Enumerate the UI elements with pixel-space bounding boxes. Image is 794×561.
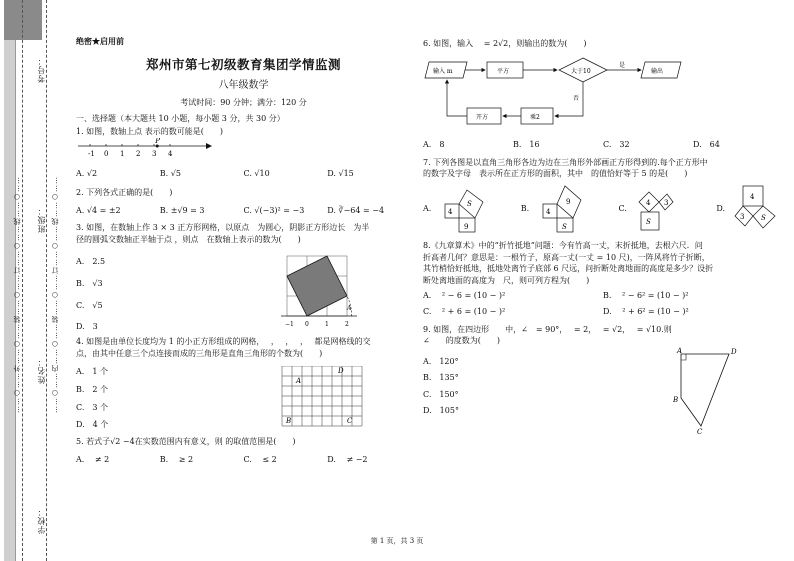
q3-option-a[interactable]: A. 2.5 [76, 257, 106, 267]
question-1 [76, 126, 411, 179]
q6-square-text: 平方 [497, 67, 510, 75]
q8-option-d[interactable]: D. ² + 6² = (10 − )² [603, 306, 689, 316]
q7d-s: S [760, 213, 766, 222]
q7-option-a-label: A. [423, 204, 432, 214]
question-8 [423, 240, 783, 318]
q4-options [76, 362, 108, 430]
q1-option-c[interactable]: C. √10 [243, 168, 270, 178]
q3-stem-2: 径的圆弧交数轴正半轴于点 ，则点 在数轴上表示的数为( ) [76, 234, 301, 244]
q3-tick-label: 1 [325, 321, 329, 329]
section-heading: 一、选择题（本大题共 10 小题，每小题 3 分，共 30 分） [76, 113, 285, 123]
q9-option-c[interactable]: C. 150° [423, 389, 459, 399]
q4-label-d: D [338, 367, 344, 376]
q9-label-a: A [677, 346, 683, 355]
page-title: 郑州市第七初级教育集团学情监测 [145, 56, 341, 72]
q7-stem-2: 的数字及字母 表示所在正方形的面积，其中 的值恰好等于 5 的是( ) [423, 169, 688, 179]
exam-info: 考试时间：90 分钟；满分：120 分 [180, 98, 307, 108]
q6-input-text: 输入 m [433, 67, 453, 75]
q1-option-b[interactable]: B. √5 [159, 168, 181, 178]
q2-option-a[interactable]: A. √4 = ±2 [76, 205, 121, 215]
q7-option-b-label: B. [520, 204, 530, 214]
inner-marks: ……○……外……○……装……○……订……○……线……○…… [13, 176, 21, 414]
q4-stem-2: 点，由其中任意三个点连接而成的三角形是直角三角形的个数为( ) [76, 348, 323, 358]
q9-quadrilateral [681, 354, 729, 426]
q4-stem-1: 4. 如图是由单位长度均为 1 的小正方形组成的网格， ， ， ， 都是网格线的交 [76, 337, 371, 347]
q7-figure-d [725, 184, 783, 234]
q9-label-d: D [731, 347, 737, 356]
q6-option-c[interactable]: C. 32 [603, 140, 630, 150]
q6-option-a[interactable]: A. 8 [423, 140, 445, 150]
q6-option-b[interactable]: B. 16 [513, 140, 540, 150]
right-column [423, 36, 783, 434]
q6-times2-text: 乘2 [530, 113, 540, 121]
q1-option-a[interactable]: A. √2 [76, 168, 98, 178]
q6-output-text: 输出 [651, 67, 664, 75]
q8-option-c[interactable]: C. ² + 6 = (10 − )² [423, 306, 506, 316]
q8-option-a[interactable]: A. ² − 6 = (10 − )² [423, 291, 506, 301]
name-label: 姓名： [37, 356, 46, 384]
q7c-4: 4 [645, 198, 651, 207]
q3-stem-1: 3. 如图，在数轴上作 3 × 3 正方形网格，以原点 为圆心，阴影正方形边长 为半 [76, 223, 370, 233]
q4-option-d[interactable]: D. 4 个 [76, 420, 109, 430]
question-7 [423, 157, 783, 234]
student-info-column [36, 40, 47, 550]
q5-option-b[interactable]: B. ≥ 2 [159, 454, 194, 464]
q1-tick-label: 1 [120, 150, 125, 158]
q2-stem: 2. 下列各式正确的是( ) [76, 188, 173, 198]
q7d-3: 3 [739, 212, 745, 221]
q6-option-d[interactable]: D. 64 [693, 140, 720, 150]
q7c-s: S [645, 217, 651, 226]
binding-strip-top [4, 0, 42, 40]
subject-title: 八年级数学 [218, 79, 269, 91]
q9-figure [673, 346, 743, 434]
q3-tick-label: −1 [285, 321, 294, 329]
q2-options [76, 205, 411, 217]
q8-stem-3: 其竹梢恰好抵地，抵地处离竹子底部 6 尺远，问折断处离地面的高度是多少？设折 [423, 264, 714, 274]
left-column [76, 36, 411, 466]
q8-options-row2 [423, 306, 783, 318]
q1-stem: 1. 如图，数轴上点 表示的数可能是( ) [76, 127, 223, 137]
class-label: 班级： [37, 206, 46, 234]
q4-label-a: A [296, 377, 302, 386]
q7b-9: 9 [566, 197, 571, 206]
q7a-4: 4 [448, 207, 453, 216]
q1-tick-label: 2 [136, 150, 141, 158]
examno-label: 考号： [37, 55, 46, 83]
q4-label-c: C [347, 417, 353, 426]
q1-point-dot [156, 145, 159, 148]
q9-option-d[interactable]: D. 105° [423, 406, 459, 416]
q7-figure-c [627, 184, 685, 234]
q3-tick-label: 0 [305, 321, 309, 329]
q5-options [76, 454, 411, 466]
q1-tick-label: -1 [88, 150, 95, 158]
q8-stem-4: 断处离地面的高度为 尺，则可列方程为( ) [423, 275, 590, 285]
q7-option-a[interactable] [423, 184, 489, 234]
q7b-4: 4 [546, 207, 551, 216]
q7-option-b[interactable] [521, 184, 587, 234]
q2-option-b[interactable]: B. ±√9 = 3 [159, 205, 205, 215]
q7a-s: S [467, 199, 473, 208]
school-label: 学校： [37, 507, 46, 535]
q3-option-b[interactable]: B. √3 [76, 278, 103, 288]
q6-arrow-back [447, 80, 467, 116]
q7-option-d-label: D. [716, 204, 725, 214]
q6-yes-label: 是 [619, 61, 626, 69]
inner-cut-line [22, 0, 23, 561]
q8-option-b[interactable]: B. ² − 6² = (10 − )² [603, 291, 689, 301]
q9-stem-1: 9. 如图，在四边形 中，∠ = 90°， = 2， = √2， = √10.则 [423, 324, 672, 334]
q3-tick-label: 2 [345, 321, 349, 329]
question-3 [76, 222, 411, 334]
q6-cond-text: 大于10 [571, 67, 591, 75]
question-2 [76, 187, 411, 216]
q4-option-b[interactable]: B. 2 个 [76, 384, 109, 394]
q2-option-c[interactable]: C. √(−3)² = −3 [243, 205, 305, 215]
q3-options [76, 252, 105, 332]
q4-option-c[interactable]: C. 3 个 [76, 402, 109, 412]
q1-axis-arrow [206, 143, 212, 149]
q7-figure-b [529, 184, 587, 234]
q9-label-b: B [673, 395, 679, 404]
q3-figure [281, 252, 361, 332]
page-footer: 第 1 页，共 3 页 [370, 537, 424, 545]
binding-margin [0, 0, 62, 561]
q1-number-line [76, 138, 216, 160]
q4-grid-figure [280, 366, 364, 430]
q7c-3: 3 [663, 198, 669, 207]
q7b-s: S [562, 222, 567, 231]
q4-option-a[interactable]: A. 1 个 [76, 367, 108, 377]
q9-option-b[interactable]: B. 135° [423, 373, 459, 383]
q7-stem-1: 7. 下列各图是以直角三角形各边为边在三角形外部画正方形得到的.每个正方形中 [423, 157, 708, 167]
q2-option-d[interactable]: D. ∛−64 = −4 [327, 205, 385, 215]
q6-sqrt-text: 开方 [476, 113, 489, 121]
q7a-9: 9 [464, 222, 469, 231]
q3-shaded-square [287, 256, 347, 316]
q3-option-d[interactable]: D. 3 [76, 322, 98, 332]
q1-tick-label: 3 [152, 150, 157, 158]
q6-flowchart [423, 54, 683, 134]
q9-option-a[interactable]: A. 120° [423, 356, 459, 366]
q1-options [76, 168, 411, 180]
secret-label: 绝密★启用前 [76, 36, 124, 46]
q3-option-c[interactable]: C. √5 [76, 300, 103, 310]
q5-option-c[interactable]: C. ≤ 2 [243, 454, 277, 464]
q7d-4: 4 [749, 192, 755, 201]
q1-tick-label: 4 [168, 150, 173, 158]
q1-option-d[interactable]: D. √15 [327, 168, 354, 178]
question-4 [76, 336, 411, 436]
q7-option-d[interactable] [716, 184, 783, 234]
q5-stem: 5. 若式子√2 −4在实数范围内有意义，则 的取值范围是( ) [76, 437, 296, 447]
q6-no-label: 否 [573, 94, 580, 102]
q6-options [423, 139, 783, 151]
q3-point-label: A [347, 305, 352, 313]
q9-options [423, 352, 459, 417]
q5-option-a[interactable]: A. ≠ 2 [76, 454, 110, 464]
q7-option-c-label: C. [618, 204, 627, 214]
q1-point-label: P [155, 138, 160, 145]
q9-stem-2: ∠ 的度数为( ) [423, 336, 500, 346]
question-6 [423, 38, 783, 151]
q9-label-c: C [697, 427, 703, 434]
q4-label-b: B [286, 417, 292, 426]
q7-option-c[interactable] [619, 184, 685, 234]
question-5 [76, 436, 411, 465]
question-9 [423, 324, 783, 434]
q8-stem-1: 8.《九章算术》中的“折竹抵地”问题：今有竹高一丈，末折抵地，去根六尺．问 [423, 240, 703, 250]
q6-stem: 6. 如图，输入 = 2√2，则输出的数为( ) [423, 39, 587, 48]
q7-figure-a [431, 184, 489, 234]
q5-option-d[interactable]: D. ≠ −2 [327, 454, 368, 464]
q8-stem-2: 折高者几何？意思是：一根竹子，原高一丈(一丈 = 10 尺)，一阵风将竹子折断， [423, 252, 710, 262]
q8-options-row1 [423, 290, 783, 302]
q1-tick-label: 0 [104, 150, 109, 158]
outer-marks: ……○……内……○……装……○……订……○……线……○…… [51, 176, 59, 414]
q7-options [423, 184, 783, 234]
